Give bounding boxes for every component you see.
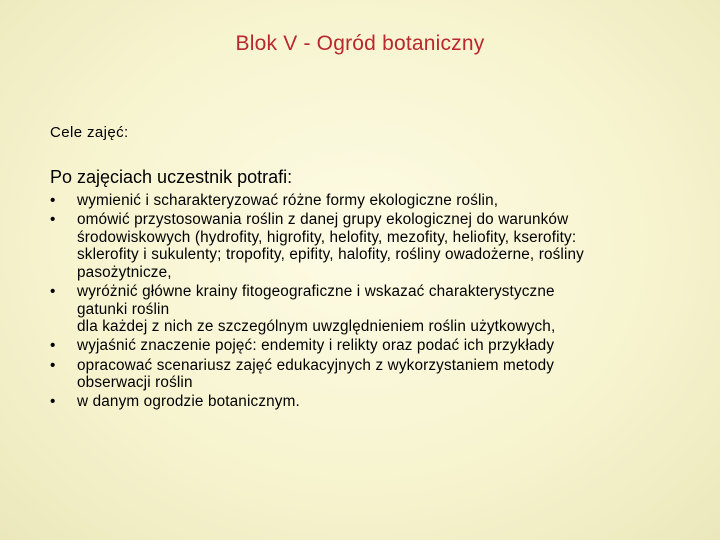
bullet-icon: • [50,337,56,355]
slide-title: Blok V - Ogród botaniczny [235,32,485,55]
list-item-line: w danym ogrodzie botanicznym. [77,393,300,411]
list-item-line: pasożytnicze, [77,263,172,281]
list-item-line: wyjaśnić znaczenie pojęć: endemity i relikty oraz podać ich przykłady [77,337,555,355]
list-item-line: opracować scenariusz zajęć edukacyjnych z wykorzystaniem metody [77,356,555,374]
bullet-icon: • [50,192,56,209]
bullet-icon: • [50,283,56,301]
list-item-line: środowiskowych (hydrofity, higrofity, helofity, mezofity, heliofity, kserofity: [77,228,577,246]
list-item [50,393,680,411]
list-item-line: omówić przystosowania roślin z danej grupy ekologicznej do warunków [77,211,569,229]
list-item-line: wymienić i scharakteryzować różne formy ekologiczne roślin, [77,192,499,209]
goals-list [50,192,680,413]
list-item [50,211,680,281]
list-item [50,283,680,336]
list-item-line: wyróżnić główne krainy fitogeograficzne i wskazać charakterystyczne [77,283,555,301]
list-item [50,337,680,355]
bullet-icon: • [50,393,56,411]
list-item-line: obserwacji roślin [77,374,193,392]
list-item [50,192,680,210]
intro-text: Po zajęciach uczestnik potrafi: [50,167,293,187]
list-item [50,357,680,392]
goals-heading: Cele zajęć: [50,124,129,141]
bullet-icon: • [50,211,56,229]
list-item-line: dla każdej z nich ze szczególnym uwzględnieniem roślin użytkowych, [77,318,556,336]
bullet-icon: • [50,356,56,374]
list-item-line: gatunki roślin [77,300,170,318]
list-item-line: sklerofity i sukulenty; tropofity, epifity, halofity, rośliny owadożerne, rośliny [77,246,584,264]
